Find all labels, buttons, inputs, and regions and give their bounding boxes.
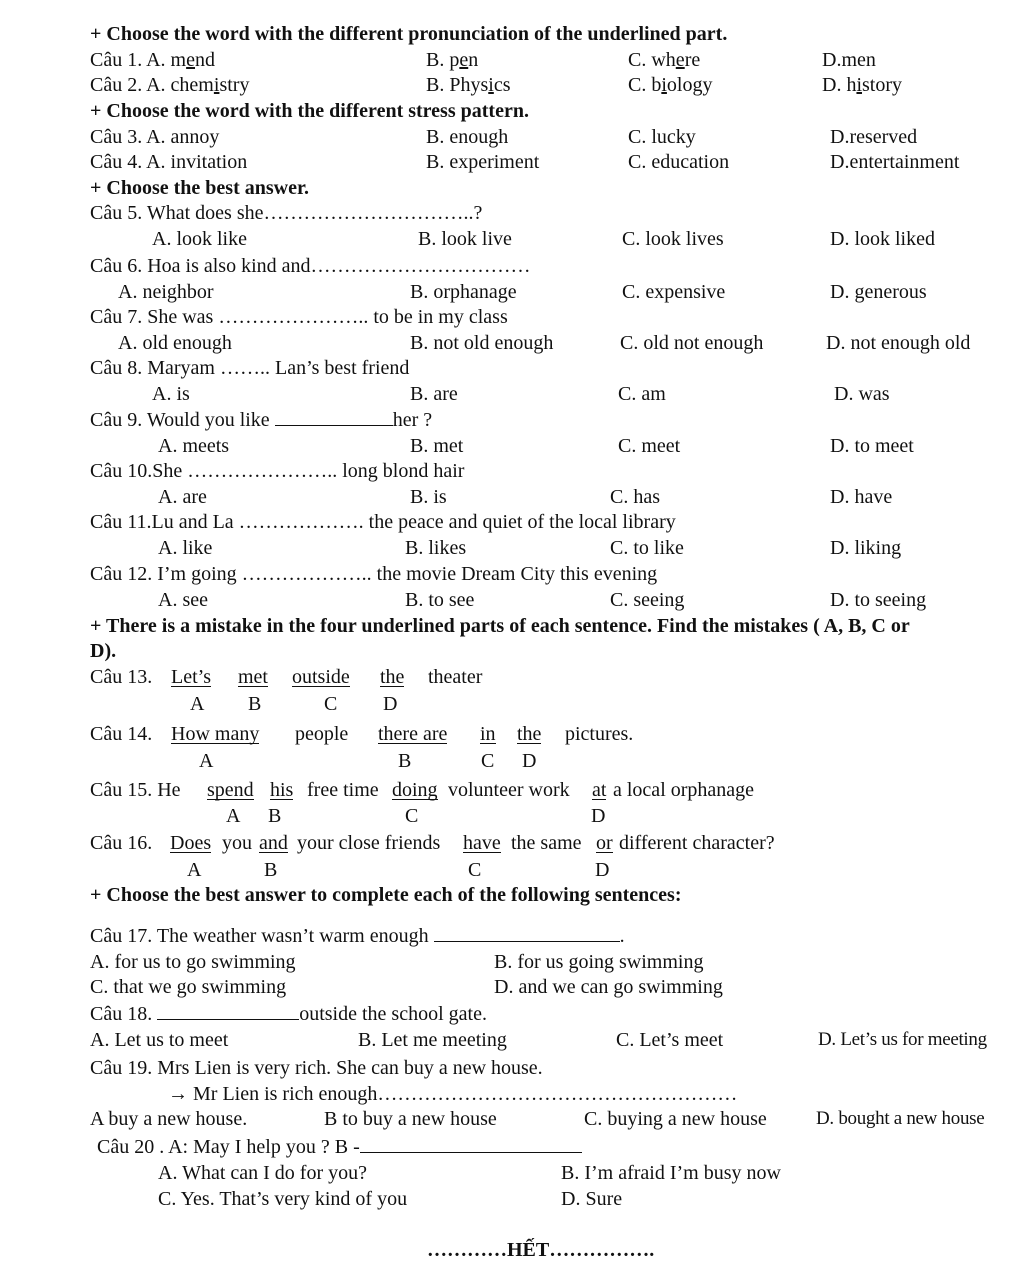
q15-label-d: D [591,805,606,827]
q9-option-d: D. to meet [830,435,914,457]
q16-label-c: C [468,859,482,881]
q6-option-a: A. neighbor [118,281,214,303]
q19-option-a: A buy a new house. [90,1108,248,1130]
q13-part-c: outside [292,666,350,688]
q14-text-1: people [295,723,349,745]
q9-option-c: C. meet [618,435,681,457]
q19-option-b: B to buy a new house [324,1108,497,1130]
q13-part-a: Let’s [171,666,211,688]
q18-option-a: A. Let us to meet [90,1029,229,1051]
section-heading-find-mistake-cont: D). [90,640,117,662]
question-3: Câu 3. A. annoy [90,126,220,148]
q17-option-c: C. that we go swimming [90,976,287,998]
q19-option-c: C. buying a new house [584,1108,767,1130]
q6-option-d: D. generous [830,281,927,303]
q14-part-a: How many [171,723,260,745]
q19-rewrite: → Mr Lien is rich enough……………………………………………… [168,1083,738,1105]
q10-option-c: C. has [610,486,660,508]
q14-part-c: in [480,723,496,745]
q8-option-d: D. was [834,383,890,405]
q17-option-d: D. and we can go swimming [494,976,723,998]
question-14: Câu 14. [90,723,153,745]
end-marker: …………HẾT……………. [427,1239,655,1261]
q15-text-2: volunteer work [448,779,570,801]
question-8: Câu 8. Maryam …….. Lan’s best friend [90,357,410,379]
q17-option-b: B. for us going swimming [494,951,704,973]
q16-part-c: have [463,832,501,854]
q3-option-d: D.reserved [830,126,918,148]
section-heading-complete-sentences: + Choose the best answer to complete each of the following sentences: [90,884,682,906]
q2-option-c: C. biology [628,74,713,96]
q20-option-b: B. I’m afraid I’m busy now [561,1162,781,1184]
question-12: Câu 12. I’m going ……………….. the movie Dream City this evening [90,563,658,585]
q14-text-2: pictures. [565,723,634,745]
q5-option-d: D. look liked [830,228,935,250]
q7-option-a: A. old enough [118,332,232,354]
q20-option-d: D. Sure [561,1188,623,1210]
q15-part-b: his [270,779,294,801]
q4-option-b: B. experiment [426,151,540,173]
answer-blank [434,925,620,942]
question-5: Câu 5. What does she…………………………..? [90,202,483,224]
section-heading-find-mistake: + There is a mistake in the four underlined parts of each sentence. Find the mistakes ( A, B, C or [90,615,910,637]
q7-option-c: C. old not enough [620,332,764,354]
q3-option-b: B. enough [426,126,509,148]
q15-part-c: doing [392,779,438,801]
q13-label-a: A [190,693,205,715]
section-heading-stress: + Choose the word with the different stress pattern. [90,100,529,122]
answer-blank [360,1136,582,1153]
q1-option-c: C. where [628,49,701,71]
q17-option-a: A. for us to go swimming [90,951,296,973]
q16-text-2: your close friends [297,832,441,854]
q8-option-a: A. is [152,383,190,405]
q2-option-d: D. history [822,74,903,96]
q13-label-b: B [248,693,262,715]
q15-part-a: spend [207,779,254,801]
q14-label-b: B [398,750,412,772]
q2-option-b: B. Physics [426,74,511,96]
q20-option-c: C. Yes. That’s very kind of you [158,1188,408,1210]
q7-option-d: D. not enough old [826,332,971,354]
q1-option-a: Câu 1. A. mend [90,49,216,71]
q14-label-d: D [522,750,537,772]
q10-option-d: D. have [830,486,893,508]
question-15: Câu 15. He [90,779,181,801]
q15-label-b: B [268,805,282,827]
q1-option-b: B. pen [426,49,479,71]
q13-part-b: met [238,666,268,688]
q16-part-d: or [596,832,613,854]
q16-text-3: the same [511,832,582,854]
q4-option-d: D.entertainment [830,151,960,173]
q9-option-b: B. met [410,435,464,457]
q16-text-4: different character? [619,832,775,854]
question-11: Câu 11.Lu and La ………………. the peace and quiet of the local library [90,511,676,533]
q12-option-a: A. see [158,589,208,611]
q13-label-d: D [383,693,398,715]
q18-option-c: C. Let’s meet [616,1029,724,1051]
q13-label-c: C [324,693,338,715]
q20-option-a: A. What can I do for you? [158,1162,368,1184]
q12-option-d: D. to seeing [830,589,927,611]
q8-option-b: B. are [410,383,458,405]
q16-label-d: D [595,859,610,881]
q6-option-b: B. orphanage [410,281,517,303]
q4-option-c: C. education [628,151,730,173]
q15-text-1: free time [307,779,379,801]
q5-option-b: B. look live [418,228,512,250]
q15-part-d: at [592,779,607,801]
q3-option-c: C. lucky [628,126,696,148]
q16-part-a: Does [170,832,212,854]
answer-blank [157,1003,299,1020]
q10-option-b: B. is [410,486,447,508]
question-17: Câu 17. The weather wasn’t warm enough . [90,925,625,947]
q15-label-a: A [226,805,241,827]
q9-option-a: A. meets [158,435,230,457]
q14-label-a: A [199,750,214,772]
question-10: Câu 10.She ………………….. long blond hair [90,460,465,482]
q11-option-c: C. to like [610,537,684,559]
q14-label-c: C [481,750,495,772]
q8-option-c: C. am [618,383,666,405]
q19-option-d: D. bought a new house [816,1108,985,1129]
question-13: Câu 13. [90,666,153,688]
q14-part-d: the [517,723,542,745]
question-20: Câu 20 . A: May I help you ? B - [97,1135,582,1159]
question-9: Câu 9. Would you like her ? [90,409,433,431]
q7-option-b: B. not old enough [410,332,554,354]
question-18: Câu 18. outside the school gate. [90,1003,487,1025]
question-4: Câu 4. A. invitation [90,151,248,173]
q11-option-b: B. likes [405,537,467,559]
q11-option-a: A. like [158,537,213,559]
question-2: Câu 2. A. chemistry [90,74,250,96]
question-6: Câu 6. Hoa is also kind and…………………………… [90,255,531,277]
q16-label-a: A [187,859,202,881]
section-heading-pronunciation: + Choose the word with the different pronunciation of the underlined part. [90,23,728,45]
q6-option-c: C. expensive [622,281,726,303]
q18-option-b: B. Let me meeting [358,1029,507,1051]
question-1 [90,48,215,72]
q11-option-d: D. liking [830,537,902,559]
q5-option-a: A. look like [152,228,247,250]
q13-part-d: the [380,666,405,688]
question-16: Câu 16. [90,832,153,854]
answer-blank [275,409,393,426]
q12-option-b: B. to see [405,589,475,611]
q16-text-1: you [222,832,252,854]
q18-option-d: D. Let’s us for meeting [818,1029,987,1050]
question-7: Câu 7. She was ………………….. to be in my class [90,306,508,328]
q14-part-b: there are [378,723,448,745]
q12-option-c: C. seeing [610,589,685,611]
q1-option-d: D.men [822,49,876,71]
q15-label-c: C [405,805,419,827]
q13-text: theater [428,666,483,688]
q15-text-3: a local orphanage [613,779,755,801]
q5-option-c: C. look lives [622,228,724,250]
q16-part-b: and [259,832,288,854]
q16-label-b: B [264,859,278,881]
q10-option-a: A. are [158,486,207,508]
section-heading-best-answer: + Choose the best answer. [90,177,309,199]
question-19: Câu 19. Mrs Lien is very rich. She can buy a new house. [90,1057,543,1079]
